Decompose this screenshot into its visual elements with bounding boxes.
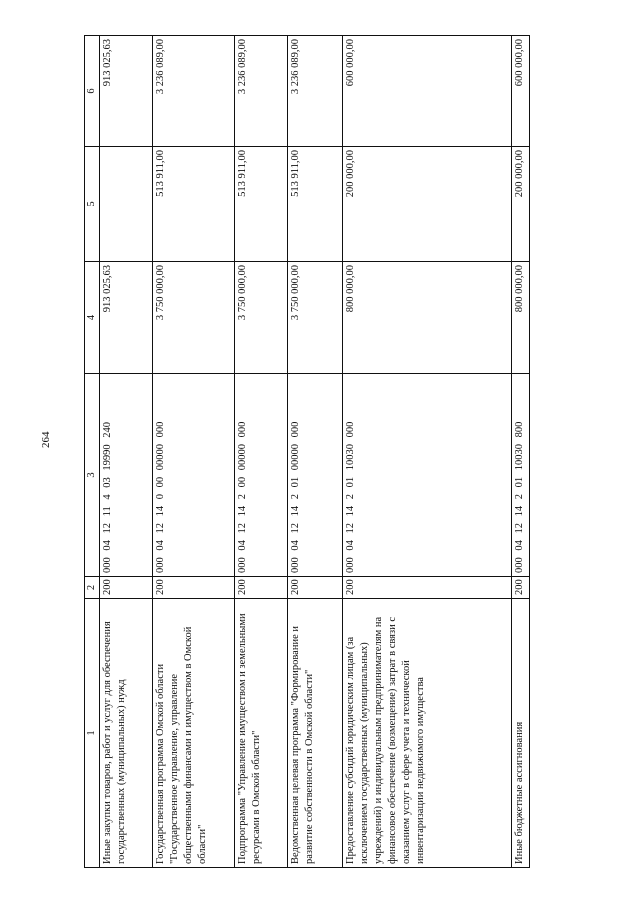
row-col4: 3 750 000,00 [288,262,342,374]
row-col5: 200 000,00 [342,147,512,262]
row-col5: 513 911,00 [288,147,342,262]
row-col6: 600 000,00 [342,36,512,147]
row-code: 000 04 12 14 2 01 10030 000 [342,374,512,577]
row-col6: 3 236 089,00 [235,36,288,147]
row-code: 000 04 12 14 2 01 10030 800 [512,374,530,577]
row-col6: 3 236 089,00 [288,36,342,147]
page-number: 264 [40,431,52,448]
row-col2: 200 [512,577,530,599]
row-col2: 200 [342,577,512,599]
row-col2: 200 [235,577,288,599]
row-col4: 3 750 000,00 [152,262,234,374]
row-name: Государственная программа Омской области "Государственное управление, управление общественными финансами и имуществом в Омской области" [152,599,234,868]
header-cell: 1 [85,599,100,868]
row-col4: 3 750 000,00 [235,262,288,374]
row-col5: 513 911,00 [235,147,288,262]
header-cell: 3 [85,374,100,577]
row-code: 000 04 12 11 4 03 19990 240 [100,374,152,577]
row-name: Иные закупки товаров, работ и услуг для обеспечения государственных (муниципальных) нужд [100,599,152,868]
row-col6: 600 000,00 [512,36,530,147]
row-col4: 800 000,00 [342,262,512,374]
budget-table-rotated [84,36,530,868]
row-col4: 913 025,63 [100,262,152,374]
row-name: Подпрограмма "Управление имуществом и земельными ресурсами в Омской области" [235,599,288,868]
row-col5: 200 000,00 [512,147,530,262]
budget-table [84,35,530,868]
table-row [152,36,234,868]
header-cell: 4 [85,262,100,374]
row-name: Иные бюджетные ассигнования [512,599,530,868]
header-row [85,36,100,868]
row-col2: 200 [152,577,234,599]
table-row [235,36,288,868]
row-col2: 200 [100,577,152,599]
row-col2: 200 [288,577,342,599]
row-col5 [100,147,152,262]
row-name: Предоставление субсидий юридическим лицам (за исключением государственных (муниципальных) учреждений) и индивидуальным предпринимателям на финансовое обеспечение (возмещение) затрат в связи с оказанием услуг в сфере учета и технической инвентаризации недвижимого имущества [342,599,512,868]
row-code: 000 04 12 14 2 01 00000 000 [288,374,342,577]
row-code: 000 04 12 14 0 00 00000 000 [152,374,234,577]
table-row [512,36,530,868]
row-col4: 800 000,00 [512,262,530,374]
row-col6: 3 236 089,00 [152,36,234,147]
row-name: Ведомственная целевая программа "Формирование и развитие собственности в Омской области" [288,599,342,868]
table-row [342,36,512,868]
table-row [100,36,152,868]
header-cell: 5 [85,147,100,262]
header-cell: 2 [85,577,100,599]
table-row [288,36,342,868]
row-col5: 513 911,00 [152,147,234,262]
row-col6: 913 025,63 [100,36,152,147]
row-code: 000 04 12 14 2 00 00000 000 [235,374,288,577]
header-cell: 6 [85,36,100,147]
